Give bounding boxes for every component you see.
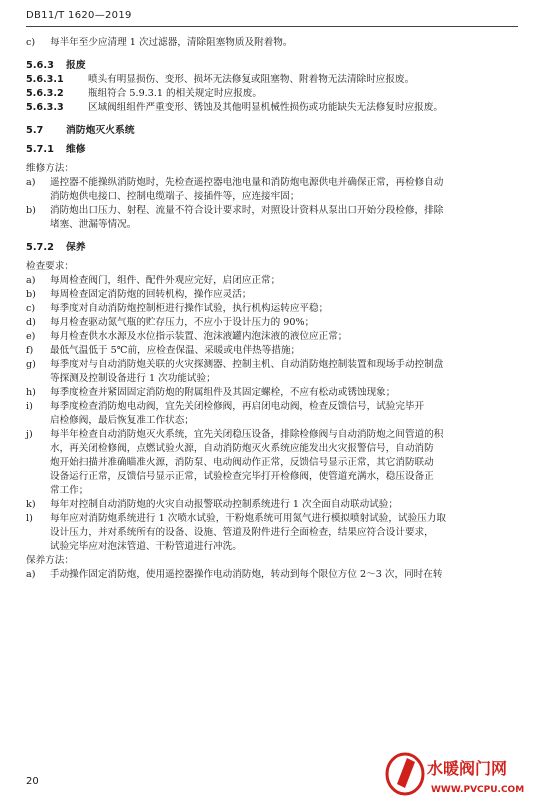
text-line: 每季度检查并紧固固定消防炮的附属组件及其固定螺栓，不应有松动或锈蚀现象； <box>50 387 396 398</box>
section-number: 5.7.2 <box>26 242 54 253</box>
text-line: 堵塞、泄漏等情况。 <box>50 219 137 230</box>
section-title: 维修 <box>66 144 86 155</box>
list-item-label: g) <box>26 359 36 370</box>
paragraph-label: 检查要求： <box>26 261 74 272</box>
text-line: 每季度检查消防炮电动阀，宜先关闭检修阀，再启闭电动阀，检查反馈信号，试验完毕开 <box>50 401 425 412</box>
text-line: 炮开始扫描并准确瞄准火源，消防泵、电动阀动作正常，反馈信号显示正常，其它消防联动 <box>50 457 434 468</box>
list-item-label: e) <box>26 331 36 342</box>
list-item-text <box>50 274 518 288</box>
list-item <box>26 344 518 358</box>
header-rule <box>26 26 518 27</box>
list-item <box>26 386 518 400</box>
text-line: 每月检查驱动氮气瓶的贮存压力，不应小于设计压力的 90%； <box>50 317 315 328</box>
section-heading <box>26 241 518 255</box>
list-item <box>26 274 518 288</box>
text-line: 常工作； <box>50 485 89 496</box>
list-item <box>26 36 518 50</box>
list-item-label: d) <box>26 317 36 328</box>
spacer <box>26 232 518 241</box>
list-item-label: f) <box>26 345 34 356</box>
list-item-text <box>50 344 518 358</box>
spacer <box>26 115 518 124</box>
section-number: 5.7 <box>26 125 44 136</box>
text-line: 每半年至少应清理 1 次过滤器，清除阻塞物质及附着物。 <box>50 37 293 48</box>
clause-text: 区域阀组组件严重变形、锈蚀及其他明显机械性损伤或功能缺失无法修复时应报废。 <box>88 102 443 113</box>
text-line: 每季度对自动消防炮控制柜进行操作试验，执行机构运转应平稳； <box>50 303 329 314</box>
list-item-label: h) <box>26 387 36 398</box>
list-item-text <box>50 302 518 316</box>
text-line: 等探测及控制设备进行 1 次功能试验； <box>50 373 216 384</box>
list-item-text <box>50 428 518 498</box>
list-item-label: i) <box>26 401 33 412</box>
watermark-url-text: WWW.PVCPU.COM <box>431 785 525 795</box>
section-heading <box>26 59 518 73</box>
list-item <box>26 330 518 344</box>
logo-mark-icon <box>397 758 415 788</box>
list-item-label: a) <box>26 569 36 580</box>
list-item <box>26 428 518 498</box>
list-item <box>26 288 518 302</box>
list-item-text <box>50 288 518 302</box>
text-line: 水，再关闭检修阀，点燃试验火源，自动消防炮灭火系统应能发出火灾报警信号，自动消防 <box>50 443 434 454</box>
list-item-text <box>50 568 518 582</box>
watermark-brand-text: 水暖阀门网 <box>427 759 508 778</box>
list-item-label: a) <box>26 177 36 188</box>
text-line: 每年应对消防炮系统进行 1 次喷水试验，干粉炮系统可用氮气进行模拟喷射试验，试验压力取 <box>50 513 446 524</box>
list-item-text <box>50 36 518 50</box>
clause-text: 喷头有明显损伤、变形、损坏无法修复或阻塞物、附着物无法清除时应报废。 <box>88 74 415 85</box>
text-line: 启检修阀，最后恢复准工作状态； <box>50 415 194 426</box>
clause-number: 5.6.3.2 <box>26 88 64 99</box>
list-item <box>26 176 518 204</box>
list-item-text <box>50 386 518 400</box>
list-item <box>26 316 518 330</box>
list-item-label: c) <box>26 37 36 48</box>
list-item-label: a) <box>26 275 36 286</box>
standard-code-header: DB11/T 1620—2019 <box>26 10 132 21</box>
list-item-label: c) <box>26 303 36 314</box>
text-line: 每半年检查自动消防炮灭火系统，宜先关闭稳压设备，排除检修阀与自动消防炮之间管道的积 <box>50 429 444 440</box>
text-line: 每季度对与自动消防炮关联的火灾探测器、控制主机、自动消防炮控制装置和现场手动控制盘 <box>50 359 444 370</box>
text-line: 手动操作固定消防炮，使用遥控器操作电动消防炮，转动到每个限位方位 2～3 次，同时在转 <box>50 569 443 580</box>
paragraph-label: 维修方法： <box>26 163 74 174</box>
list-item-label: k) <box>26 499 36 510</box>
list-item-label: l) <box>26 513 33 524</box>
section-title: 保养 <box>66 242 86 253</box>
text-line: 每月检查供水水源及水位指示装置、泡沫液罐内泡沫液的液位应正常； <box>50 331 348 342</box>
page-number: 20 <box>26 776 39 787</box>
section-title: 消防炮灭火系统 <box>66 125 135 136</box>
list-item-text <box>50 176 518 204</box>
section-number: 5.7.1 <box>26 144 54 155</box>
list-item-label: b) <box>26 289 36 300</box>
section-number: 5.6.3 <box>26 60 54 71</box>
watermark-logo <box>381 744 541 800</box>
list-item <box>26 498 518 512</box>
list-item-text <box>50 330 518 344</box>
text-line: 每年对控制自动消防炮的火灾自动报警联动控制系统进行 1 次全面自动联动试验； <box>50 499 398 510</box>
list-item-label: j) <box>26 429 33 440</box>
text-line: 每周检查阀门，组件、配件外观应完好，启闭应正常； <box>50 275 281 286</box>
list-item <box>26 204 518 232</box>
clause-text: 瓶组符合 5.9.3.1 的相关规定时应报废。 <box>88 88 262 99</box>
list-item <box>26 400 518 428</box>
clause <box>26 73 518 87</box>
text-line: 设备运行正常，反馈信号显示正常，试验检查完毕打开检修阀，使管道充满水，稳压设备正 <box>50 471 434 482</box>
list-item <box>26 568 518 582</box>
text-line: 设计压力，并对系统所有的设备、设施、管道及附件进行全面检查，结果应符合设计要求， <box>50 527 434 538</box>
spacer <box>26 50 518 59</box>
text-line: 试验完毕应对泡沫管道、干粉管道进行冲洗。 <box>50 541 242 552</box>
text-line: 最低气温低于 5℃前，应检查保温、采暖或电伴热等措施； <box>50 345 301 356</box>
paragraph-label: 保养方法： <box>26 555 74 566</box>
list-item-text <box>50 316 518 330</box>
list-item-text <box>50 512 518 554</box>
document-body <box>26 36 518 582</box>
list-item <box>26 358 518 386</box>
clause <box>26 101 518 115</box>
text-line: 消防炮供电接口、控制电缆端子、接插件等，应连接牢固； <box>50 191 300 202</box>
list-item <box>26 302 518 316</box>
clause <box>26 87 518 101</box>
clause-number: 5.6.3.3 <box>26 102 64 113</box>
list-item-text <box>50 358 518 386</box>
text-line: 消防炮出口压力、射程、流量不符合设计要求时，对照设计资料从泵出口开始分段检修，排除 <box>50 205 444 216</box>
list-item-text <box>50 498 518 512</box>
clause-number: 5.6.3.1 <box>26 74 64 85</box>
section-heading <box>26 124 518 138</box>
section-heading <box>26 143 518 157</box>
section-title: 报废 <box>66 60 86 71</box>
text-line: 每周检查固定消防炮的回转机构，操作应灵活； <box>50 289 252 300</box>
list-item-text <box>50 204 518 232</box>
list-item <box>26 512 518 554</box>
list-item-text <box>50 400 518 428</box>
list-item-label: b) <box>26 205 36 216</box>
text-line: 遥控器不能操纵消防炮时，先检查遥控器电池电量和消防炮电源供电并确保正常，再检修自动 <box>50 177 444 188</box>
